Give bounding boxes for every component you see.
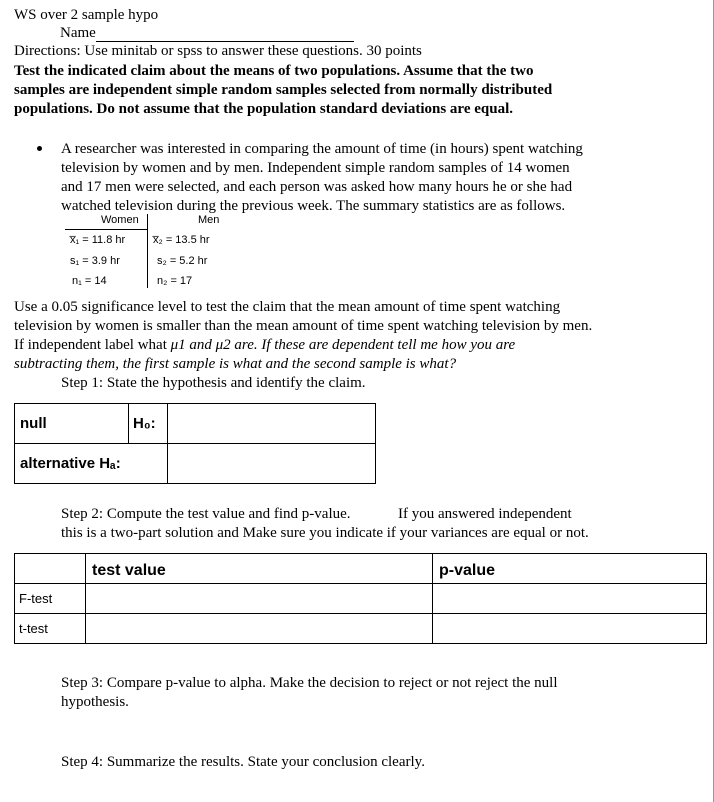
header-empty-cell xyxy=(15,554,86,584)
alternative-symbol: Hₐ: xyxy=(99,455,121,472)
women-n: n₁ = 14 xyxy=(72,275,107,287)
women-header: Women xyxy=(101,214,139,226)
alternative-cell xyxy=(15,444,168,484)
men-header: Men xyxy=(198,214,220,226)
problem-line-2: television by women and by men. Independent simple random samples of 14 women xyxy=(61,160,570,176)
question-line-2: television by women is smaller than the mean amount of time spent watching television by men. xyxy=(14,318,593,334)
t-test-value-answer[interactable] xyxy=(86,614,433,644)
p-value-header: p-value xyxy=(433,554,707,584)
f-test-value-answer[interactable] xyxy=(86,584,433,614)
t-test-row xyxy=(15,614,707,644)
instructions-line-1: Test the indicated claim about the means of two populations. Assume that the two xyxy=(14,63,534,79)
alternative-row xyxy=(15,444,376,484)
step-2-line-1a: Step 2: Compute the test value and find p-value. xyxy=(61,506,351,522)
directions: Directions: Use minitab or spss to answer these questions. 30 points xyxy=(14,43,422,59)
t-test-label: t-test xyxy=(15,614,86,644)
test-value-table xyxy=(14,553,707,644)
f-test-row xyxy=(15,584,707,614)
hypothesis-table xyxy=(14,403,376,484)
alternative-label: alternative xyxy=(20,455,96,472)
women-sd: s₁ = 3.9 hr xyxy=(70,255,120,267)
test-value-header: test value xyxy=(86,554,433,584)
women-mean: x̅₁ = 11.8 hr xyxy=(70,234,126,246)
stats-divider-vertical xyxy=(147,214,148,288)
bullet-icon xyxy=(37,146,42,151)
step-4-text: Step 4: Summarize the results. State your conclusion clearly. xyxy=(61,754,425,770)
problem-line-3: and 17 men were selected, and each person was asked how many hours he or she had xyxy=(61,179,573,195)
name-line xyxy=(60,24,354,42)
question-line-3-italic: μ1 and μ2 are. If these are dependent tell me how you are xyxy=(170,337,516,353)
step-2-line-1b: If you answered independent xyxy=(398,506,572,522)
question-line-3-plain: If independent label what xyxy=(14,337,171,353)
step-1-text: Step 1: State the hypothesis and identify the claim. xyxy=(61,375,366,391)
question-line-3 xyxy=(14,336,515,354)
t-test-p-value-answer[interactable] xyxy=(433,614,707,644)
men-mean: x̅₂ = 13.5 hr xyxy=(153,234,210,246)
step-3-line-2: hypothesis. xyxy=(61,694,129,710)
test-table-header-row xyxy=(15,554,707,584)
question-line-1: Use a 0.05 significance level to test the claim that the mean amount of time spent watching xyxy=(14,299,561,315)
f-test-p-value-answer[interactable] xyxy=(433,584,707,614)
step-3-line-1: Step 3: Compare p-value to alpha. Make the decision to reject or not reject the null xyxy=(61,675,558,691)
problem-line-1: A researcher was interested in comparing the amount of time (in hours) spent watching xyxy=(61,141,583,157)
question-line-4: subtracting them, the first sample is what and the second sample is what? xyxy=(14,356,457,372)
men-n: n₂ = 17 xyxy=(157,275,193,287)
instructions-line-2: samples are independent simple random samples selected from normally distributed xyxy=(14,82,553,98)
null-symbol: H₀: xyxy=(129,404,168,444)
name-label: Name xyxy=(60,25,96,41)
worksheet-title: WS over 2 sample hypo xyxy=(14,7,159,23)
null-label: null xyxy=(15,404,129,444)
instructions-line-3: populations. Do not assume that the population standard deviations are equal. xyxy=(14,101,513,117)
null-hypothesis-answer[interactable] xyxy=(168,404,376,444)
f-test-label: F-test xyxy=(15,584,86,614)
men-sd: s₂ = 5.2 hr xyxy=(157,255,208,267)
problem-line-4: watched television during the previous week. The summary statistics are as follows. xyxy=(61,198,566,214)
name-blank[interactable] xyxy=(96,27,354,42)
alternative-hypothesis-answer[interactable] xyxy=(168,444,376,484)
stats-divider-horizontal xyxy=(65,229,147,230)
step-2-line-2: this is a two-part solution and Make sure you indicate if your variances are equal or not. xyxy=(61,525,589,541)
null-row xyxy=(15,404,376,444)
